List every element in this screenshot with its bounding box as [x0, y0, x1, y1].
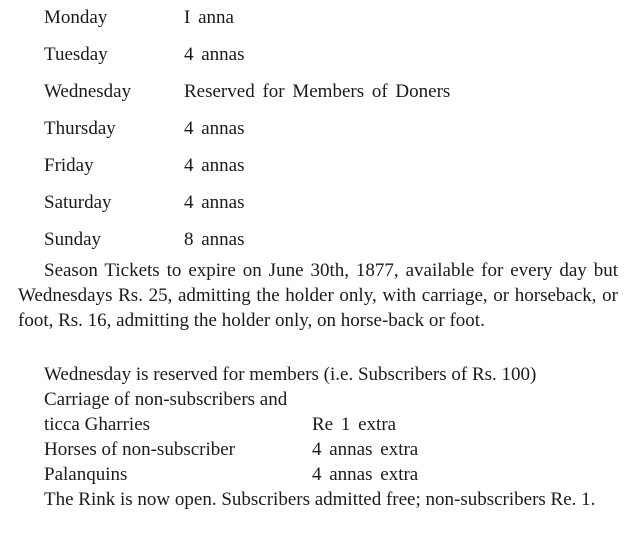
fee-value: Re 1 extra — [312, 414, 397, 435]
fee-value: 4 annas extra — [312, 439, 419, 460]
schedule-day: Friday — [44, 155, 94, 176]
schedule-day: Tuesday — [44, 44, 108, 65]
schedule-price: 8 annas — [184, 229, 245, 250]
fee-label: ticca Gharries — [44, 414, 151, 435]
schedule-day: Monday — [44, 7, 108, 28]
schedule-day: Saturday — [44, 192, 112, 213]
schedule-price: 4 annas — [184, 192, 245, 213]
schedule-price: 4 annas — [184, 118, 245, 139]
schedule-price: 4 annas — [184, 44, 245, 65]
schedule-day: Wednesday — [44, 81, 132, 102]
fee-label: Horses of non-subscriber — [44, 439, 236, 460]
fee-label: Palanquins — [44, 464, 128, 485]
schedule-price: Reserved for Members of Doners — [184, 81, 451, 102]
schedule-price: I anna — [184, 7, 234, 28]
season-tickets-paragraph: Season Tickets to expire on June 30th, 1877, available for every day but Wednesdays Rs. 25, admitting the holder only, with carriage, or horseback, or foot, Rs. 16, admitting the holder only, on horse-back or foot. — [18, 260, 618, 331]
schedule-day: Thursday — [44, 118, 116, 139]
carriage-note: Carriage of non-subscribers and — [44, 389, 288, 410]
fee-value: 4 annas extra — [312, 464, 419, 485]
rink-note-paragraph: The Rink is now open. Subscribers admitted free; non-subscribers Re. 1. — [44, 489, 596, 510]
wednesday-note: Wednesday is reserved for members (i.e. Subscribers of Rs. 100) — [44, 364, 537, 385]
schedule-price: 4 annas — [184, 155, 245, 176]
schedule-day: Sunday — [44, 229, 101, 250]
